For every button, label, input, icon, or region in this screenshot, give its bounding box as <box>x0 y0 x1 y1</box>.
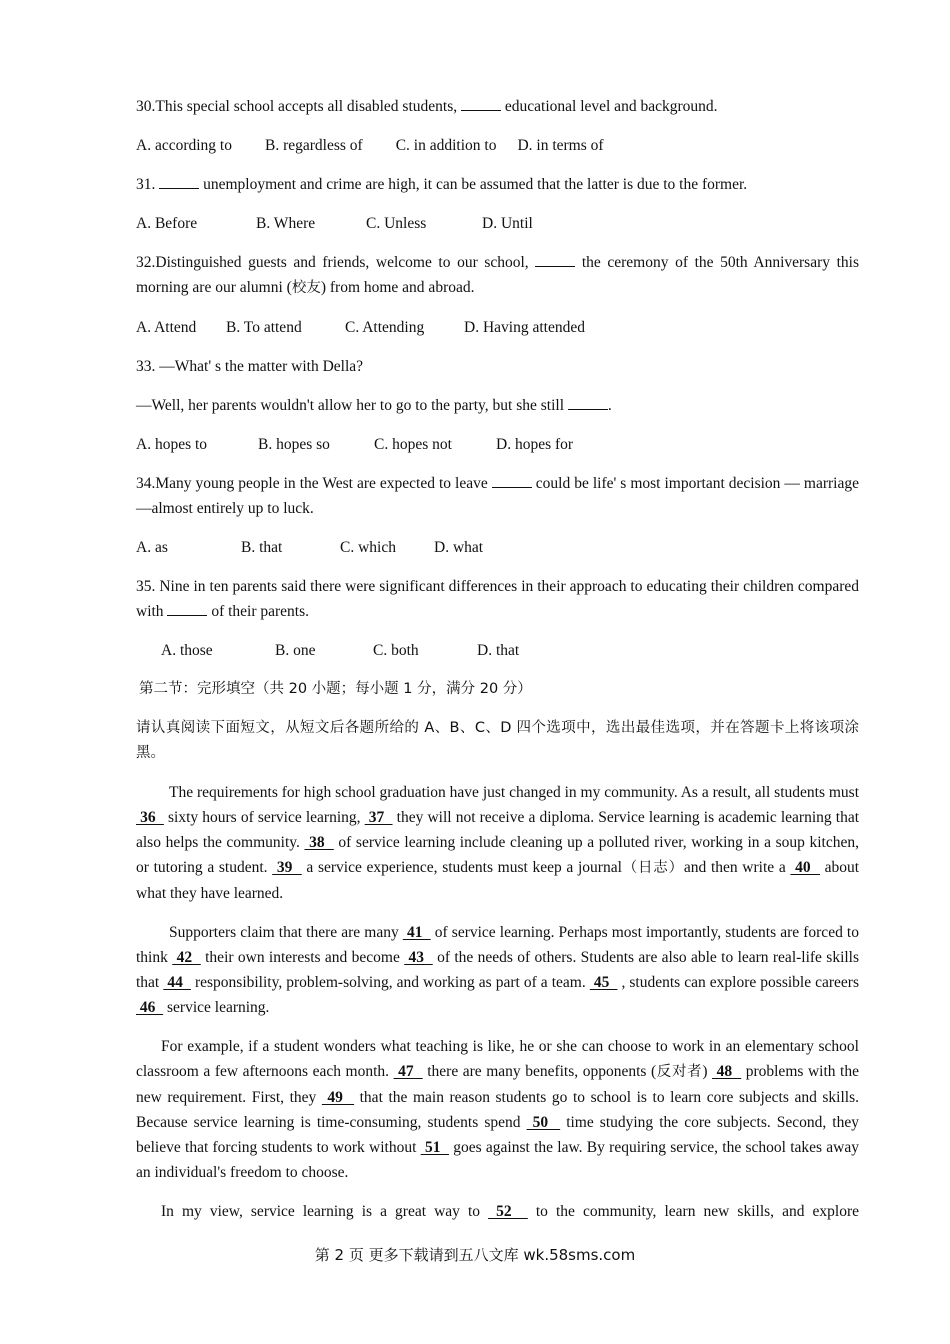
blank-46: 46 <box>136 999 164 1016</box>
question-30 <box>136 94 859 119</box>
answer-blank <box>159 174 199 189</box>
option-a: A. Before <box>136 215 198 232</box>
question-35-stem-end: of their parents. <box>207 603 310 620</box>
option-b: B. one <box>275 642 316 659</box>
answer-blank <box>568 395 608 410</box>
passage-text: For example, if a student wonders what teaching is like, he or she can choose to work in an elementary school classroom a few afternoons each month. <box>136 1038 859 1080</box>
question-32-stem-mid: the ceremony of the 50th Anniversary this morning are our alumni ( <box>136 254 859 296</box>
option-a: A. according to <box>136 137 232 154</box>
passage-text: service learning. <box>163 999 270 1016</box>
passage-text: of service learning. Perhaps most importantly, students are forced to think <box>136 924 859 966</box>
blank-37: 37 <box>364 809 393 826</box>
option-b: B. that <box>241 539 283 556</box>
blank-41: 41 <box>402 924 431 941</box>
passage-text: to the community, learn new skills, and explore <box>527 1203 860 1220</box>
answer-blank <box>167 601 207 616</box>
blank-40: 40 <box>790 859 820 876</box>
question-30-stem: 30.This special school accepts all disabled students, <box>136 98 461 115</box>
blank-49: 49 <box>321 1089 355 1106</box>
option-d: D. Until <box>482 215 533 232</box>
passage-text: time studying the core subjects. Second, they believe that forcing students to work without <box>136 1114 859 1156</box>
exam-page <box>136 94 859 1238</box>
blank-51: 51 <box>420 1139 449 1156</box>
period: . <box>607 397 612 414</box>
passage-text: about what they have learned. <box>136 859 860 902</box>
option-d: D. what <box>434 539 484 556</box>
question-34-stem-end: could be life' s most important decision — marriage —almost entirely up to luck. <box>136 475 860 517</box>
question-35 <box>136 574 859 624</box>
blank-47: 47 <box>393 1063 423 1080</box>
question-32-stem: 32.Distinguished guests and friends, welcome to our school, <box>136 254 536 271</box>
passage-text: and then write a <box>683 859 791 876</box>
passage-paragraph-1 <box>136 780 859 906</box>
passage-text: they will not receive a diploma. Service learning is academic learning that also helps the community. <box>136 809 860 851</box>
option-a: A. those <box>161 642 213 659</box>
option-d: D. hopes for <box>496 436 574 453</box>
option-d: D. Having attended <box>464 319 585 336</box>
answer-blank <box>461 96 501 111</box>
option-a: A. as <box>136 539 168 556</box>
blank-43: 43 <box>404 949 433 966</box>
option-c: C. in addition to <box>395 137 497 154</box>
passage-gloss: 反对者 <box>656 1064 703 1080</box>
question-33-reply-text: —Well, her parents wouldn't allow her to go to the party, but she still <box>136 397 568 414</box>
passage-text: that the main reason students go to school is to learn core subjects and skills. Because service learning is time-consuming, students spend <box>136 1089 860 1131</box>
blank-52: 52 <box>488 1203 528 1220</box>
option-b: B. Where <box>256 215 316 232</box>
question-31-stem: 31. <box>136 176 160 193</box>
passage-gloss: （日志） <box>621 860 684 876</box>
blank-45: 45 <box>589 974 618 991</box>
question-33-options <box>136 432 859 457</box>
passage-text: of the needs of others. Students are also able to learn real-life skills that <box>136 949 860 991</box>
question-31-stem-end: unemployment and crime are high, it can be assumed that the latter is due to the former. <box>199 176 748 193</box>
option-d: D. that <box>477 642 520 659</box>
option-c: C. hopes not <box>374 436 452 453</box>
passage-text: responsibility, problem-solving, and working as part of a team. <box>190 974 590 991</box>
option-a: A. hopes to <box>136 436 208 453</box>
question-35-stem: 35. Nine in ten parents said there were significant differences in their approach to educating their children compared with <box>136 578 859 620</box>
question-33-stem: 33. —What' s the matter with Della? <box>136 358 364 375</box>
option-b: B. To attend <box>226 319 302 336</box>
passage-paragraph-3 <box>136 1034 859 1185</box>
section-instruction: 请认真阅读下面短文，从短文后各题所给的 A、B、C、D 四个选项中，选出最佳选项，并在答题卡上将该项涂黑。 <box>136 720 859 761</box>
page-footer: 第 2 页 更多下载请到五八文库 wk.58sms.com <box>314 1246 636 1264</box>
question-35-options <box>136 638 859 663</box>
question-30-stem-end: educational level and background. <box>501 98 718 115</box>
question-34-stem: 34.Many young people in the West are expected to leave <box>136 475 492 492</box>
answer-blank <box>492 473 532 488</box>
passage-paragraph-4 <box>136 1199 859 1224</box>
passage-text: Supporters claim that there are many <box>169 924 403 941</box>
blank-36: 36 <box>136 809 164 826</box>
question-34-options <box>136 535 859 560</box>
option-c: C. which <box>340 539 396 556</box>
section-heading: 第二节：完形填空（共 20 小题；每小题 1 分，满分 20 分） <box>139 681 532 697</box>
passage-text: of service learning include cleaning up a polluted river, working in a soup kitchen, or tutoring a student. <box>136 834 859 876</box>
passage-text: their own interests and become <box>200 949 405 966</box>
option-c: C. Attending <box>345 319 425 336</box>
passage-text: a service experience, students must keep a journal <box>301 859 622 876</box>
blank-48: 48 <box>712 1063 742 1080</box>
passage-text: problems with the new requirement. First, they <box>136 1063 859 1106</box>
option-c: C. both <box>373 642 419 659</box>
question-32 <box>136 250 859 301</box>
passage-paragraph-2 <box>136 920 859 1020</box>
question-34 <box>136 471 859 521</box>
question-32-stem-end: ) from home and abroad. <box>320 279 475 296</box>
blank-44: 44 <box>163 974 191 991</box>
blank-42: 42 <box>172 949 201 966</box>
blank-50: 50 <box>526 1114 561 1131</box>
question-32-options <box>136 315 859 340</box>
option-c: C. Unless <box>366 215 427 232</box>
passage-text: ) <box>702 1063 713 1080</box>
answer-blank <box>535 252 575 267</box>
question-31 <box>136 172 859 197</box>
passage-text: there are many benefits, opponents ( <box>422 1063 657 1080</box>
option-a: A. Attend <box>136 319 197 336</box>
question-32-gloss: 校友 <box>291 280 321 296</box>
option-d: D. in terms of <box>517 137 604 154</box>
passage-text: sixty hours of service learning, <box>163 809 365 826</box>
blank-38: 38 <box>304 834 334 851</box>
option-b: B. regardless of <box>264 137 363 154</box>
passage-text: In my view, service learning is a great way to <box>161 1203 489 1220</box>
question-30-options <box>136 133 859 158</box>
question-31-options <box>136 211 859 236</box>
blank-39: 39 <box>272 859 302 876</box>
option-b: B. hopes so <box>258 436 330 453</box>
passage-text: , students can explore possible careers <box>617 974 860 991</box>
question-33-reply <box>136 393 859 418</box>
passage-text: The requirements for high school graduation have just changed in my community. As a result, all students must <box>169 784 859 801</box>
passage-text: goes against the law. By requiring service, the school takes away an individual's freedom to choose. <box>136 1139 860 1181</box>
question-33 <box>136 354 859 379</box>
